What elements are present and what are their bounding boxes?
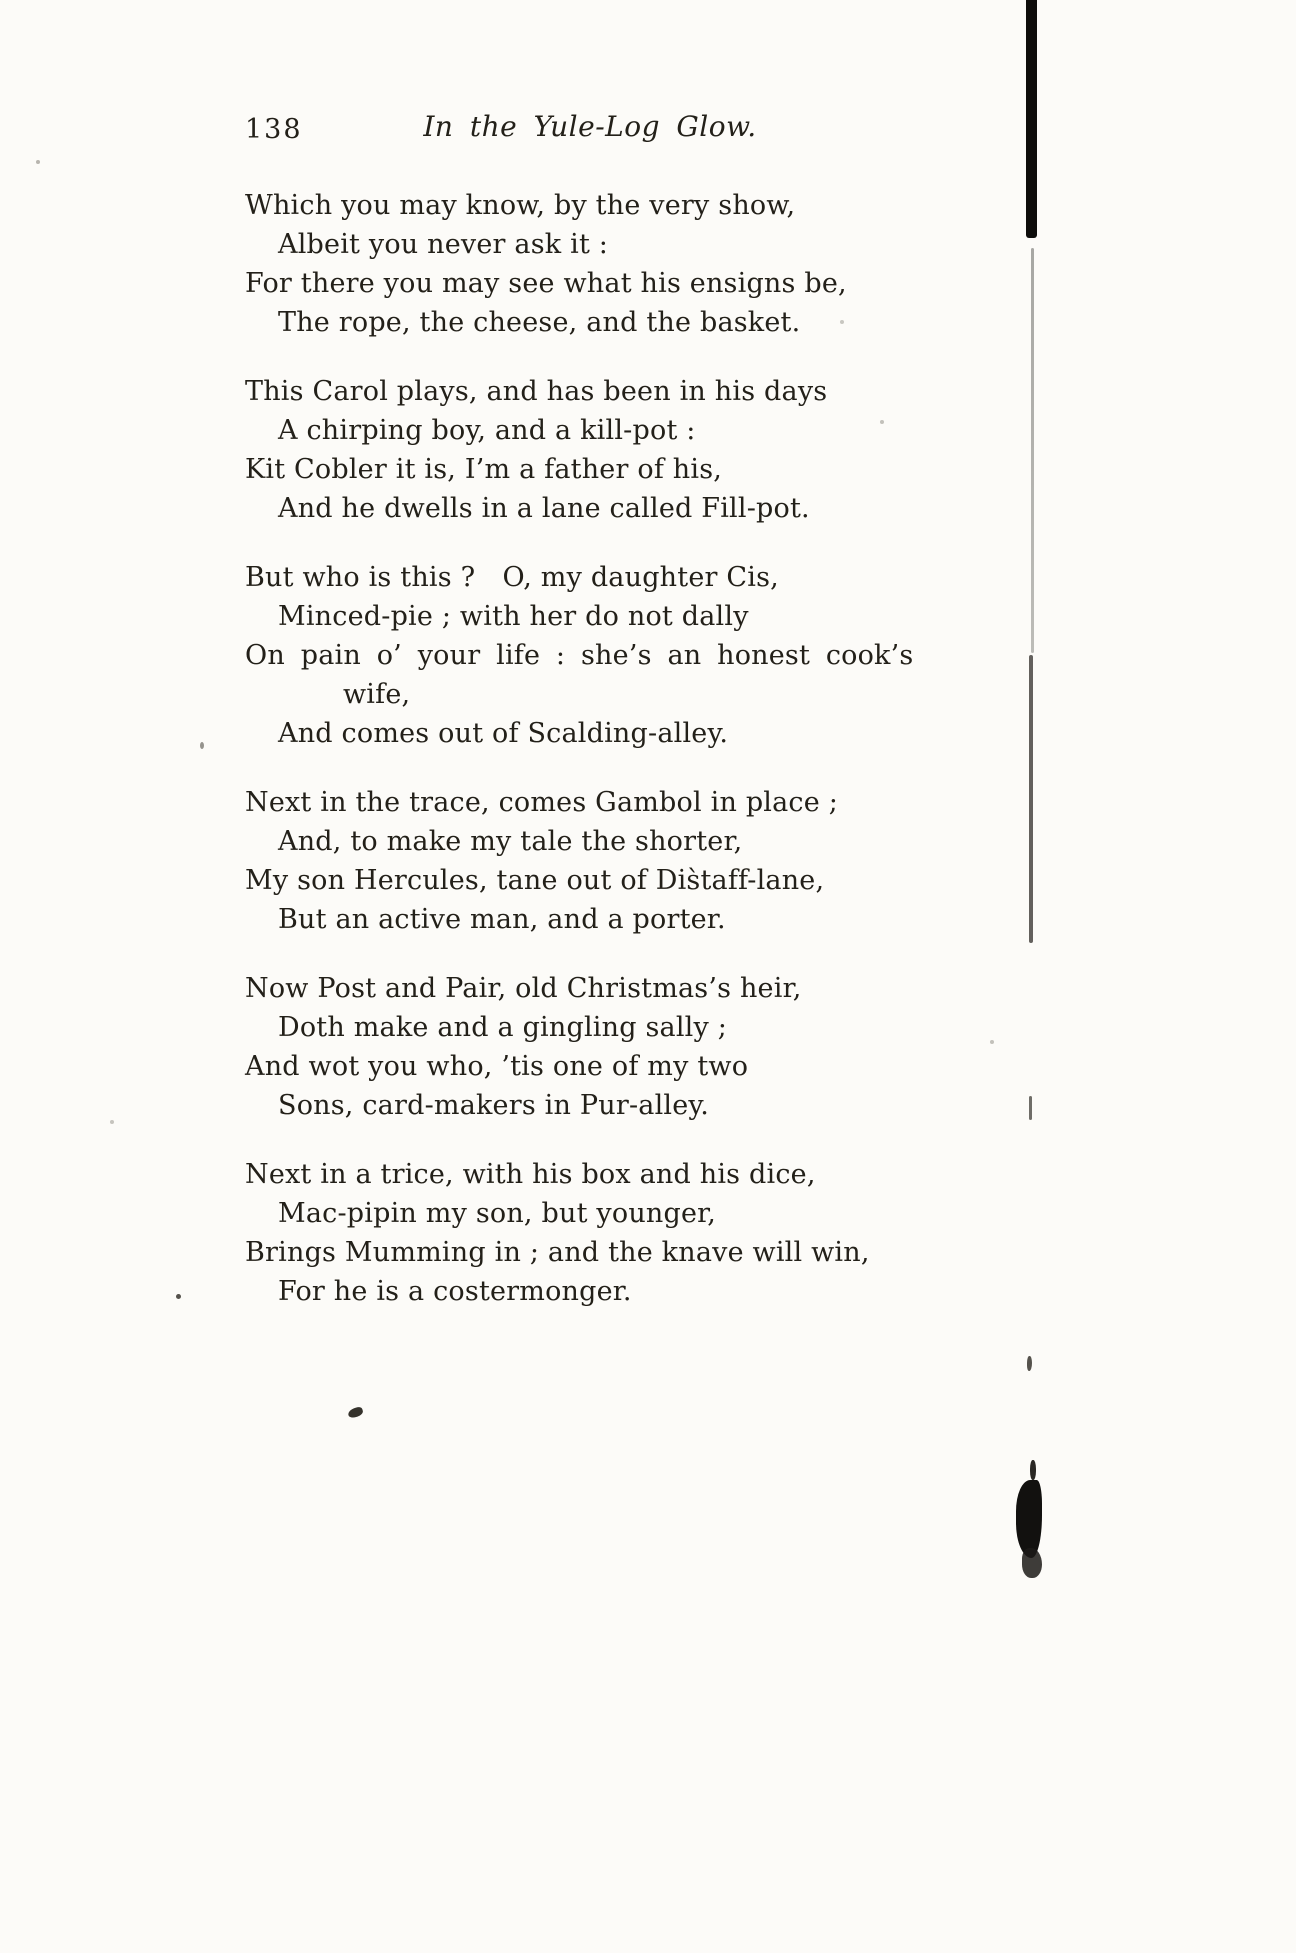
scan-artifact-edge-line	[1029, 655, 1033, 943]
stanza	[245, 186, 935, 342]
scan-artifact-dot	[36, 160, 40, 164]
poem-line: Next in the trace, comes Gambol in place ;	[245, 787, 839, 818]
poem-line: A chirping boy, and a kill-pot :	[278, 415, 696, 446]
poem-line: Doth make and a gingling sally ;	[278, 1012, 728, 1043]
poem-line: Now Post and Pair, old Christmas’s heir,	[245, 973, 802, 1004]
running-title: In the Yule-Log Glow.	[423, 110, 757, 143]
stanza	[245, 783, 935, 939]
poem-line: My son Hercules, tane out of Dis̀taff-lane,	[245, 865, 825, 896]
poem-line: Which you may know, by the very show,	[245, 190, 796, 221]
scan-artifact-dot	[990, 1040, 994, 1044]
poem-line: The rope, the cheese, and the basket.	[278, 307, 801, 338]
page-number: 138	[245, 114, 303, 145]
scan-artifact-edge-tick	[1029, 1096, 1032, 1120]
poem-body	[245, 186, 935, 1311]
poem-line: Albeit you never ask it :	[278, 229, 609, 260]
scan-artifact-dot	[110, 1120, 114, 1124]
scan-artifact-speck	[347, 1406, 364, 1419]
poem-line: This Carol plays, and has been in his days	[245, 376, 828, 407]
stanza	[245, 558, 935, 753]
poem-line: Next in a trice, with his box and his dice,	[245, 1159, 816, 1190]
text-column	[245, 110, 935, 1341]
poem-line: Kit Cobler it is, I’m a father of his,	[245, 454, 723, 485]
poem-line: Brings Mumming in ; and the knave will win,	[245, 1237, 870, 1268]
stanza	[245, 372, 935, 528]
poem-line: On pain o’ your life : she’s an honest cook’s	[245, 640, 914, 671]
poem-line: And, to make my tale the shorter,	[278, 826, 743, 857]
scan-artifact-ink-blob	[1022, 1548, 1042, 1578]
stanza	[245, 1155, 935, 1311]
poem-line: Sons, card-makers in Pur-alley.	[278, 1090, 710, 1121]
poem-line: For there you may see what his ensigns be,	[245, 268, 847, 299]
poem-line: wife,	[343, 679, 411, 710]
poem-line: And comes out of Scalding-alley.	[278, 718, 729, 749]
poem-line: But who is this ? O, my daughter Cis,	[245, 562, 779, 593]
scan-artifact-edge-mark	[1030, 1460, 1036, 1480]
scan-artifact-binding-bar	[1026, 0, 1037, 238]
scan-artifact-edge-line	[1031, 248, 1034, 653]
poem-line: And he dwells in a lane called Fill-pot.	[278, 493, 810, 524]
poem-line: Mac-pipin my son, but younger,	[278, 1198, 717, 1229]
scan-artifact-ink-blob	[1016, 1480, 1042, 1558]
poem-line: For he is a costermonger.	[278, 1276, 632, 1307]
scan-artifact-edge-mark	[1027, 1356, 1032, 1371]
poem-line: And wot you who, ’tis one of my two	[245, 1051, 749, 1082]
scan-artifact-dot	[176, 1294, 181, 1299]
poem-line: Minced-pie ; with her do not dally	[278, 601, 749, 632]
page-header	[245, 110, 935, 154]
scan-artifact-dot	[200, 742, 204, 749]
stanza	[245, 969, 935, 1125]
poem-line: But an active man, and a porter.	[278, 904, 726, 935]
